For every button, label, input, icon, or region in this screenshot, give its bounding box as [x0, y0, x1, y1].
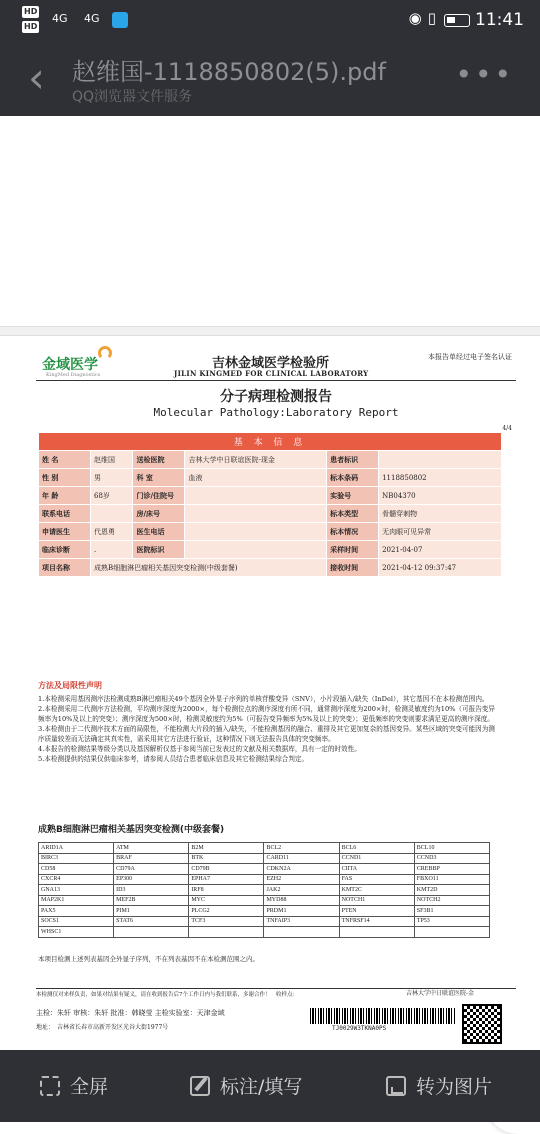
status-icons [409, 9, 442, 27]
signal-icon: 4G [84, 12, 100, 25]
qr-code [462, 1004, 502, 1044]
gene-cell: MAP2K1 [39, 895, 114, 906]
gene-cell: FBXO11 [414, 874, 489, 885]
network-indicator: HD HD [24, 7, 38, 31]
gene-cell: PRDM1 [264, 906, 339, 917]
gene-cell: JAK2 [264, 885, 339, 896]
note-item: 5.本检测提供的结果仅供临床参考，请参阅人员结合患者临床信息及其它检测结果综合判定。 [38, 755, 309, 763]
gene-cell [264, 927, 339, 938]
gene-cell: SF3B1 [414, 906, 489, 917]
method-title: 方法及局限性声明 [38, 681, 102, 690]
gene-cell: MYC [189, 895, 264, 906]
table-row [39, 853, 490, 864]
footer-note: 本检测仅对来样负责，如果对结果有疑义，请在收到报告后7个工作日内与我们联系，多谢合作！ 收样点： [36, 992, 299, 998]
gene-cell: ATM [114, 843, 189, 854]
gene-cell: CARD11 [264, 853, 339, 864]
gene-cell: BTK [189, 853, 264, 864]
info-header: 基 本 信 息 [39, 433, 502, 451]
title-bar [0, 42, 540, 116]
method-notes [38, 694, 496, 764]
gene-cell: BCL2 [264, 843, 339, 854]
table-row [39, 927, 490, 938]
gene-cell: ID3 [114, 885, 189, 896]
note-item: 2.本检测采用二代测序方法检测，平均测序深度为2000×，每个检测位点的测序深度有所不同，通常测序深度为200×时，检测灵敏度约为10%（可报告变异频率为10%及以上的突变）；测序深度为500×时，检测灵敏度约为5%（可报告变异频率为5%及以上的突变）；更低频率的突变则要求满足更高的测序深度。 [38, 705, 495, 723]
table-row: 申请医生 代恩勇 医生电话 标本情况 无肉眼可见异常 [39, 523, 502, 541]
kingmed-logo: 金域医学 [42, 357, 98, 373]
status-bar [0, 0, 540, 42]
gene-cell: EPHA7 [189, 874, 264, 885]
footer-address: 地址： 吉林省长春市高新开发区光谷大街1977号 [36, 1024, 169, 1031]
fullscreen-icon [40, 1076, 60, 1096]
gene-cell [114, 927, 189, 938]
table-row [39, 895, 490, 906]
gene-cell: BIRC3 [39, 853, 114, 864]
document-title: 赵维国-1118850802(5).pdf [72, 58, 386, 86]
gene-cell: EZH2 [264, 874, 339, 885]
institute-name-cn: 吉林金域医学检验所 [212, 356, 330, 371]
edit-icon [190, 1076, 210, 1096]
gene-cell: SOCS1 [39, 916, 114, 927]
gene-cell: NOTCH2 [414, 895, 489, 906]
report-title-en: Molecular Pathology:Laboratory Report [153, 406, 399, 419]
document-subtitle: QQ浏览器文件服务 [72, 89, 193, 105]
table-row: 年 龄 68岁 门诊/住院号 实验号 NB04370 [39, 487, 502, 505]
vibrate-icon: ▯ [427, 9, 442, 27]
gene-cell: BRAF [114, 853, 189, 864]
gene-cell: GNA13 [39, 885, 114, 896]
gene-cell: KMT2C [339, 885, 414, 896]
report-title-cn: 分子病理检测报告 [220, 389, 332, 405]
gene-cell: PTEN [339, 906, 414, 917]
app-notification-icon [112, 12, 128, 28]
gene-cell: MYD88 [264, 895, 339, 906]
institute-name-en: JILIN KINGMED FOR CLINICAL LABORATORY [174, 369, 369, 378]
signature-note: 本报告单经过电子签名认证 [428, 353, 512, 361]
gene-cell [189, 927, 264, 938]
table-row: 临床诊断 . 医院标识 采样时间 2021-04-07 [39, 541, 502, 559]
gene-cell: PIM1 [114, 906, 189, 917]
page-number: 4/4 [502, 425, 512, 432]
logo-mark-icon [98, 346, 112, 360]
gene-cell: PLCG2 [189, 906, 264, 917]
footer-staff: 主检：朱轩 审核：朱轩 批准：韩晓莹 主检实验室：天津金域 [36, 1009, 225, 1017]
gene-cell: IRF8 [189, 885, 264, 896]
table-row [39, 916, 490, 927]
note-item: 3.本检测由于二代测序技术方面的局限性，不能检测大片段的插入/缺失，不能检测基因的融合、重排及其它更加复杂的基因变异。某些区域的突变可能因为测序质量较差而无法确定其真实性，需采用其它方法进行验证，这种情况下则无法报告具体的突变频率。 [38, 725, 495, 743]
gene-cell: CD58 [39, 864, 114, 875]
barcode [310, 1008, 456, 1024]
table-row: 姓 名 赵维国 送检医院 吉林大学中日联谊医院-现金 患者标识 [39, 451, 502, 469]
more-options-icon[interactable]: ••• [455, 58, 514, 91]
table-row: 联系电话 房/床号 标本类型 骨髓穿刺物 [39, 505, 502, 523]
gene-cell: CCND3 [414, 853, 489, 864]
table-row [39, 864, 490, 875]
eye-icon: ◉ [408, 9, 428, 27]
gene-cell: CD79A [114, 864, 189, 875]
gene-cell: TP53 [414, 916, 489, 927]
barcode-text: TJ0029W3TKNA0PS [332, 1025, 387, 1032]
gene-note: 本项目检测上述列表基因全外显子序列，不在列表基因不在本检测范围之内。 [38, 955, 259, 963]
gene-cell: FAS [339, 874, 414, 885]
gene-cell: TNFRSF14 [339, 916, 414, 927]
logo-subtext: KingMed Diagnostics [46, 372, 101, 378]
gene-cell: NOTCH1 [339, 895, 414, 906]
table-row [39, 843, 490, 854]
bottom-toolbar [0, 1050, 540, 1122]
page-separator [0, 326, 540, 336]
clock: 11:41 [444, 10, 524, 30]
gene-cell [339, 927, 414, 938]
image-convert-icon [386, 1076, 406, 1096]
gene-cell: CXCR4 [39, 874, 114, 885]
note-item: 4.本报告的检测结果等级分类以及基因解析仅基于参阅当前已发表过的文献及相关数据库，具有一定的时效性。 [38, 745, 361, 753]
gene-cell: PAX5 [39, 906, 114, 917]
gene-cell: MEF2B [114, 895, 189, 906]
signal-icon: 4G [52, 12, 68, 25]
gene-cell: CDKN2A [264, 864, 339, 875]
table-row: 项目名称 成熟B细胞淋巴瘤相关基因突变检测(中级套餐) 接收时间 2021-04-12 09:37:47 [39, 559, 502, 577]
footer-org: 吉林大学中日联谊医院-金 [406, 990, 475, 997]
gene-cell: CIITA [339, 864, 414, 875]
fullscreen-button[interactable]: 全屏 [40, 1072, 108, 1099]
convert-to-image-button[interactable]: 转为图片 [386, 1072, 492, 1099]
divider [36, 380, 516, 381]
gene-cell: B2M [189, 843, 264, 854]
table-row [39, 885, 490, 896]
panel-title: 成熟B细胞淋巴瘤相关基因突变检测(中级套餐) [38, 825, 225, 835]
gene-cell: ARID1A [39, 843, 114, 854]
back-arrow-icon[interactable]: ‹ [28, 53, 45, 102]
gene-cell: BCL10 [414, 843, 489, 854]
pdf-viewer[interactable] [0, 116, 540, 1050]
gene-cell: KMT2D [414, 885, 489, 896]
gene-cell: STAT6 [114, 916, 189, 927]
gene-cell: TCF3 [189, 916, 264, 927]
gene-cell: WHSC1 [39, 927, 114, 938]
table-row [39, 906, 490, 917]
gene-cell: EP300 [114, 874, 189, 885]
gene-table [38, 842, 490, 938]
basic-info-table [38, 432, 502, 577]
battery-icon [444, 14, 470, 27]
table-row: 性 别 男 科 室 血液 标本条码 1118850802 [39, 469, 502, 487]
note-item: 1.本检测采用基因测序法检测成熟B淋巴瘤相关49个基因全外显子序列的单核苷酸变异（SNV），小片段插入/缺失（InDel），其它基因不在本检测范围内。 [38, 695, 489, 703]
table-row [39, 874, 490, 885]
gene-cell: BCL6 [339, 843, 414, 854]
gene-cell: CREBBP [414, 864, 489, 875]
gene-cell: CCND1 [339, 853, 414, 864]
annotate-button[interactable]: 标注/填写 [190, 1072, 302, 1099]
gene-cell [414, 927, 489, 938]
gene-cell: CD79B [189, 864, 264, 875]
gene-cell: TNFAIP3 [264, 916, 339, 927]
